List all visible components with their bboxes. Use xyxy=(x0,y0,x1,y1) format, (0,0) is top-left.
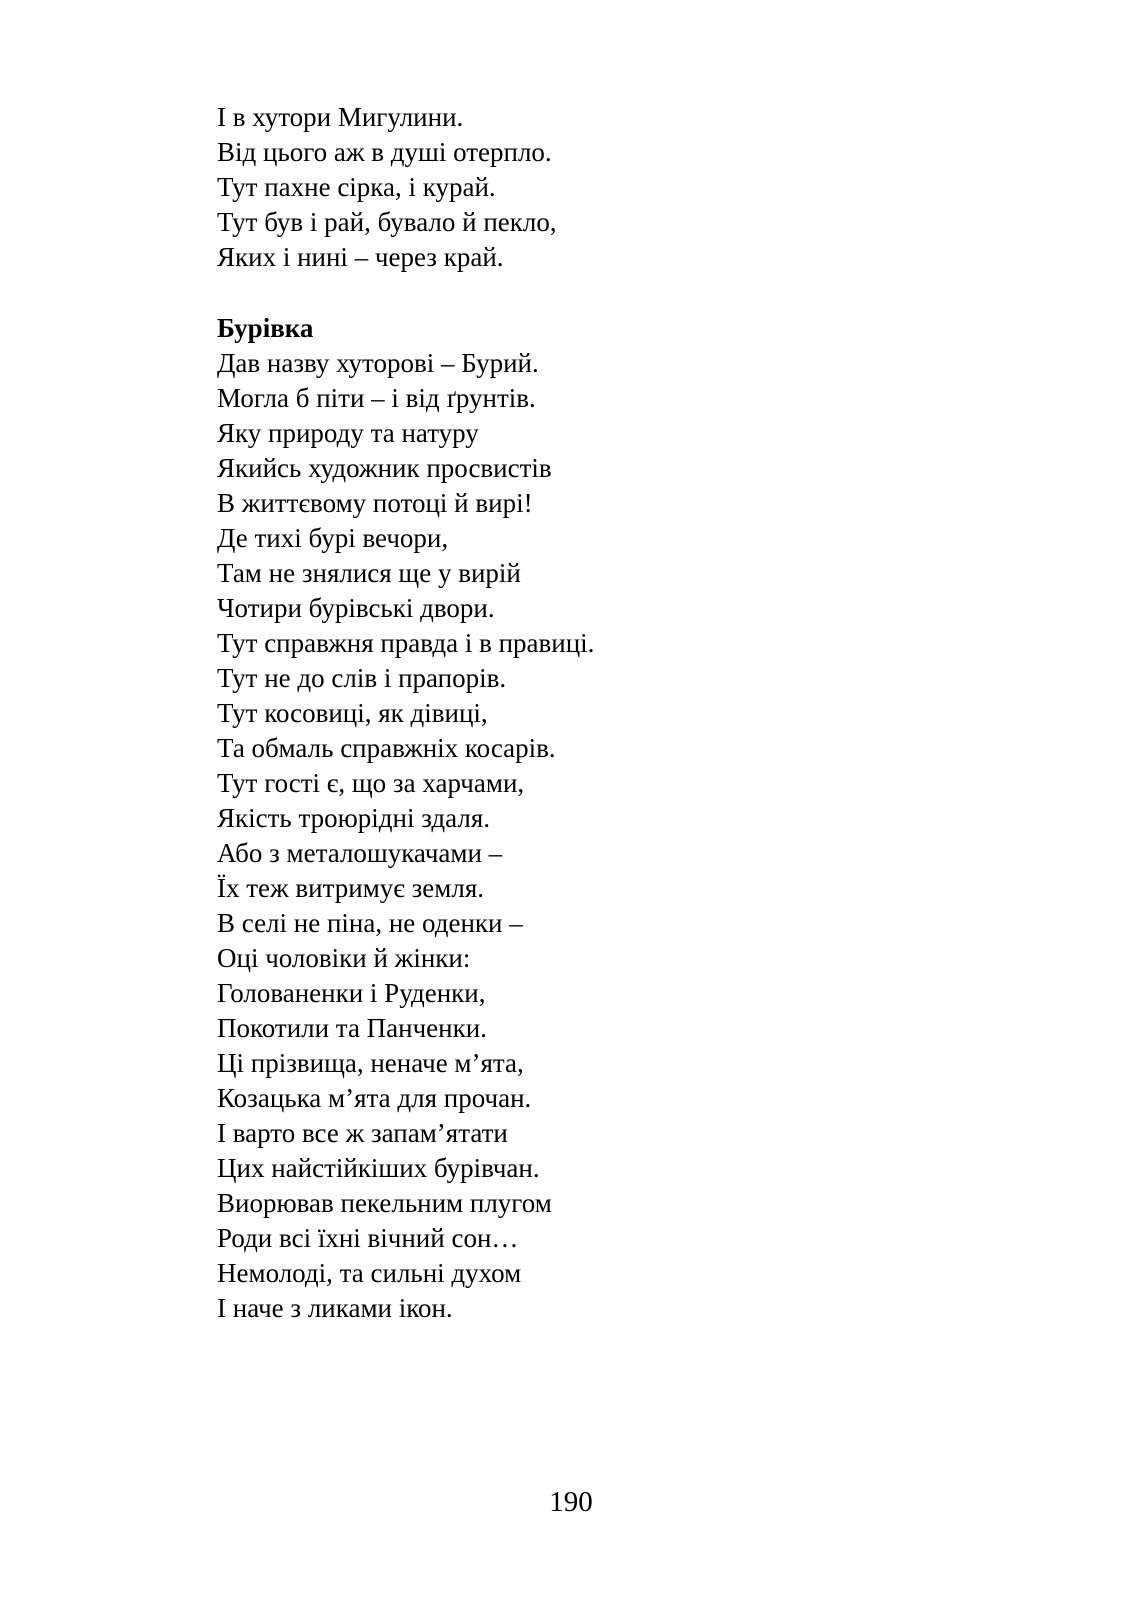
poem-line: Їх теж витримує земля. xyxy=(217,873,485,903)
poem-line: Якийсь художник просвистів xyxy=(217,453,552,483)
poem-line: Виорював пекельним плугом xyxy=(217,1188,552,1218)
poem-line: Оці чоловіки й жінки: xyxy=(217,943,471,973)
poem-line: І в хутори Мигулини. xyxy=(217,102,464,132)
poem-line: Чотири бурівські двори. xyxy=(217,593,495,623)
poem-title: Бурівка xyxy=(217,313,314,343)
poem-line: Голованенки і Руденки, xyxy=(217,978,486,1008)
poem-line: Яку природу та натуру xyxy=(217,418,479,448)
poem-line: Дав назву хуторові – Бурий. xyxy=(217,348,539,378)
poem-line: Тут косовиці, як дівиці, xyxy=(217,698,488,728)
poem-line: Тут справжня правда і в правиці. xyxy=(217,628,595,658)
poem-line: Якість троюрідні здаля. xyxy=(217,803,490,833)
poem-line: Там не знялися ще у вирій xyxy=(217,558,521,588)
poem-line: Тут не до слів і прапорів. xyxy=(217,663,507,693)
poem-line: Від цього аж в душі отерпло. xyxy=(217,137,552,167)
poem-line: Тут був і рай, бувало й пекло, xyxy=(217,207,557,237)
poem-line: Ці прізвища, неначе м’ята, xyxy=(217,1048,524,1078)
poem-line: Та обмаль справжніх косарів. xyxy=(217,733,556,763)
poem-line: Де тихі бурі вечори, xyxy=(217,523,449,553)
poem-line: І наче з ликами ікон. xyxy=(217,1293,453,1323)
poem-line: Яких і нині – через край. xyxy=(217,242,504,272)
poem-line: Роди всі їхні вічний сон… xyxy=(217,1223,519,1253)
poem-line: В селі не піна, не оденки – xyxy=(217,908,523,938)
poem-line: Козацька м’ята для прочан. xyxy=(217,1083,532,1113)
poem-line: І варто все ж запам’ятати xyxy=(217,1118,508,1148)
poem-line: Або з металошукачами – xyxy=(217,838,503,868)
poem-line: В життєвому потоці й вирі! xyxy=(217,488,533,518)
poem-buryvka xyxy=(217,311,1037,1326)
poem-line: Покотили та Панченки. xyxy=(217,1013,487,1043)
poem-line: Тут пахне сірка, і курай. xyxy=(217,172,496,202)
poem-line: Могла б піти – і від ґрунтів. xyxy=(217,383,536,413)
poem-line: Цих найстійкіших бурівчан. xyxy=(217,1153,540,1183)
page-number: 190 xyxy=(549,1486,593,1518)
poem-fragment xyxy=(217,100,1037,275)
poem-line: Тут гості є, що за харчами, xyxy=(217,768,525,798)
poem-line: Немолоді, та сильні духом xyxy=(217,1258,522,1288)
